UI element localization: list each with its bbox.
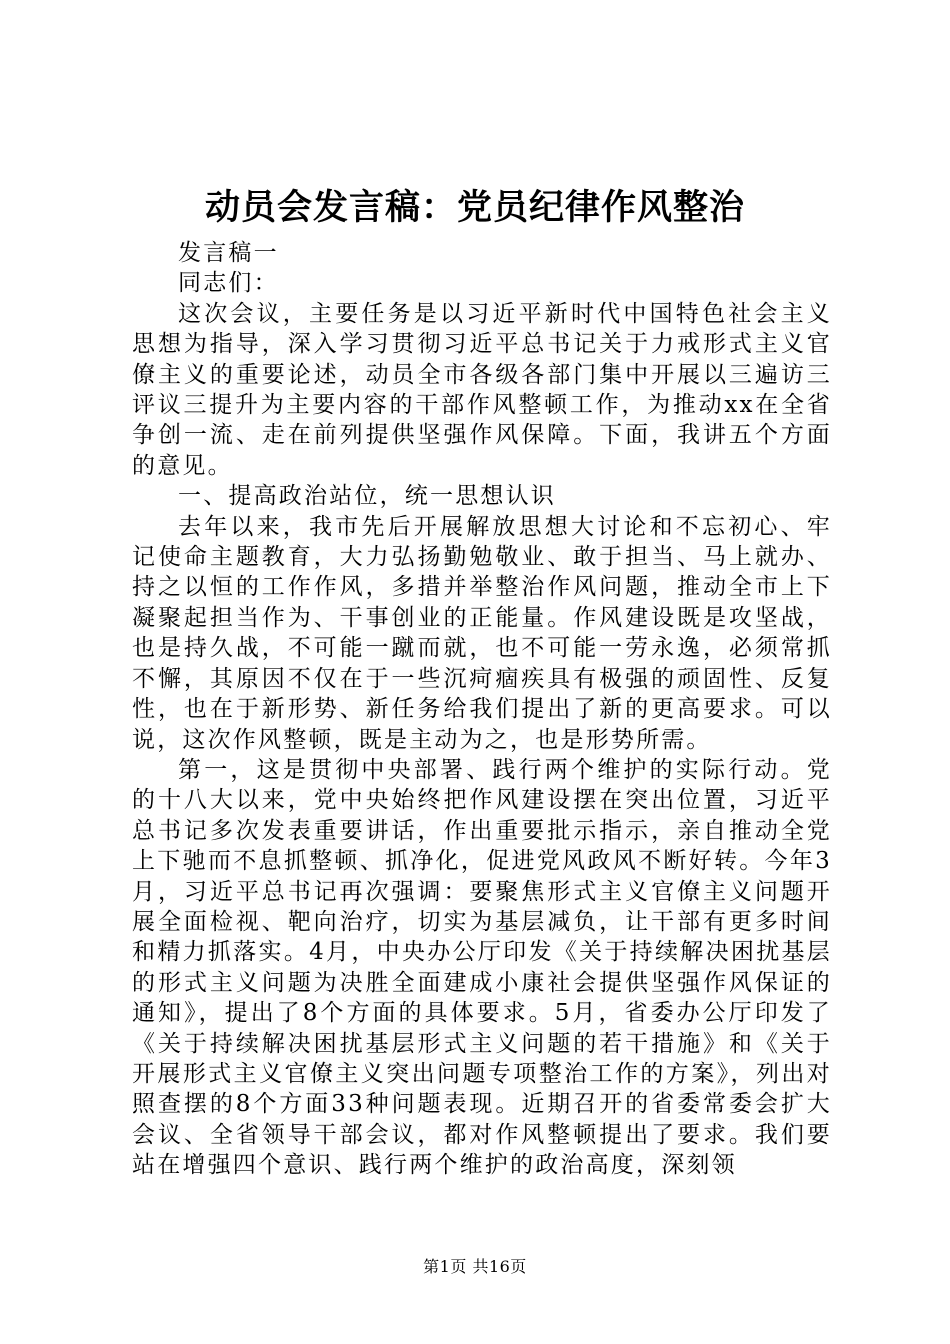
section-heading-1: 一、提高政治站位，统一思想认识 bbox=[178, 483, 556, 510]
paragraph-intro: 这次会议，主要任务是以习近平新时代中国特色社会主义思想为指导，深入学习贯彻习近平总书记关于力戒形式主义官僚主义的重要论述，动员全市各级各部门集中开展以三遍访三评议三提升为主要内容的干部作风整顿工作，为推动xx在全省争创一流、走在前列提供坚强作风保障。下面，我讲五个方面的意见。 bbox=[132, 300, 832, 479]
document-body bbox=[132, 238, 832, 1181]
paragraph-first-point: 第一，这是贯彻中央部署、践行两个维护的实际行动。党的十八大以来，党中央始终把作风建设摆在突出位置，习近平总书记多次发表重要讲话，作出重要批示指示，亲自推动全党上下驰而不息抓整顿、抓净化，促进党风政风不断好转。今年3月，习近平总书记再次强调：要聚焦形式主义官僚主义问题开展全面检视、靶向治疗，切实为基层减负，让干部有更多时间和精力抓落实。4月，中央办公厅印发《关于持续解决困扰基层的形式主义问题为决胜全面建成小康社会提供坚强作风保证的通知》，提出了8个方面的具体要求。5月，省委办公厅印发了《关于持续解决困扰基层形式主义问题的若干措施》和《关于开展形式主义官僚主义突出问题专项整治工作的方案》，列出对照查摆的8个方面33种问题表现。近期召开的省委常委会扩大会议、全省领导干部会议，都对作风整顿提出了要求。我们要站在增强四个意识、践行两个维护的政治高度，深刻领 bbox=[132, 756, 832, 1179]
document-title: 动员会发言稿：党员纪律作风整治 bbox=[204, 187, 745, 228]
paragraph-salutation: 同志们： bbox=[178, 270, 279, 297]
paragraph-background: 去年以来，我市先后开展解放思想大讨论和不忘初心、牢记使命主题教育，大力弘扬勤勉敬业、敢于担当、马上就办、持之以恒的工作作风，多措并举整治作风问题，推动全市上下凝聚起担当作为、干事创业的正能量。作风建设既是攻坚战，也是持久战，不可能一蹴而就，也不可能一劳永逸，必须常抓不懈，其原因不仅在于一些沉疴痼疾具有极强的顽固性、反复性，也在于新形势、新任务给我们提出了新的更高要求。可以说，这次作风整顿，既是主动为之，也是形势所需。 bbox=[132, 513, 832, 753]
page-footer: 第1页 共16页 bbox=[423, 1257, 527, 1276]
paragraph-speech-label: 发言稿一 bbox=[178, 240, 279, 266]
